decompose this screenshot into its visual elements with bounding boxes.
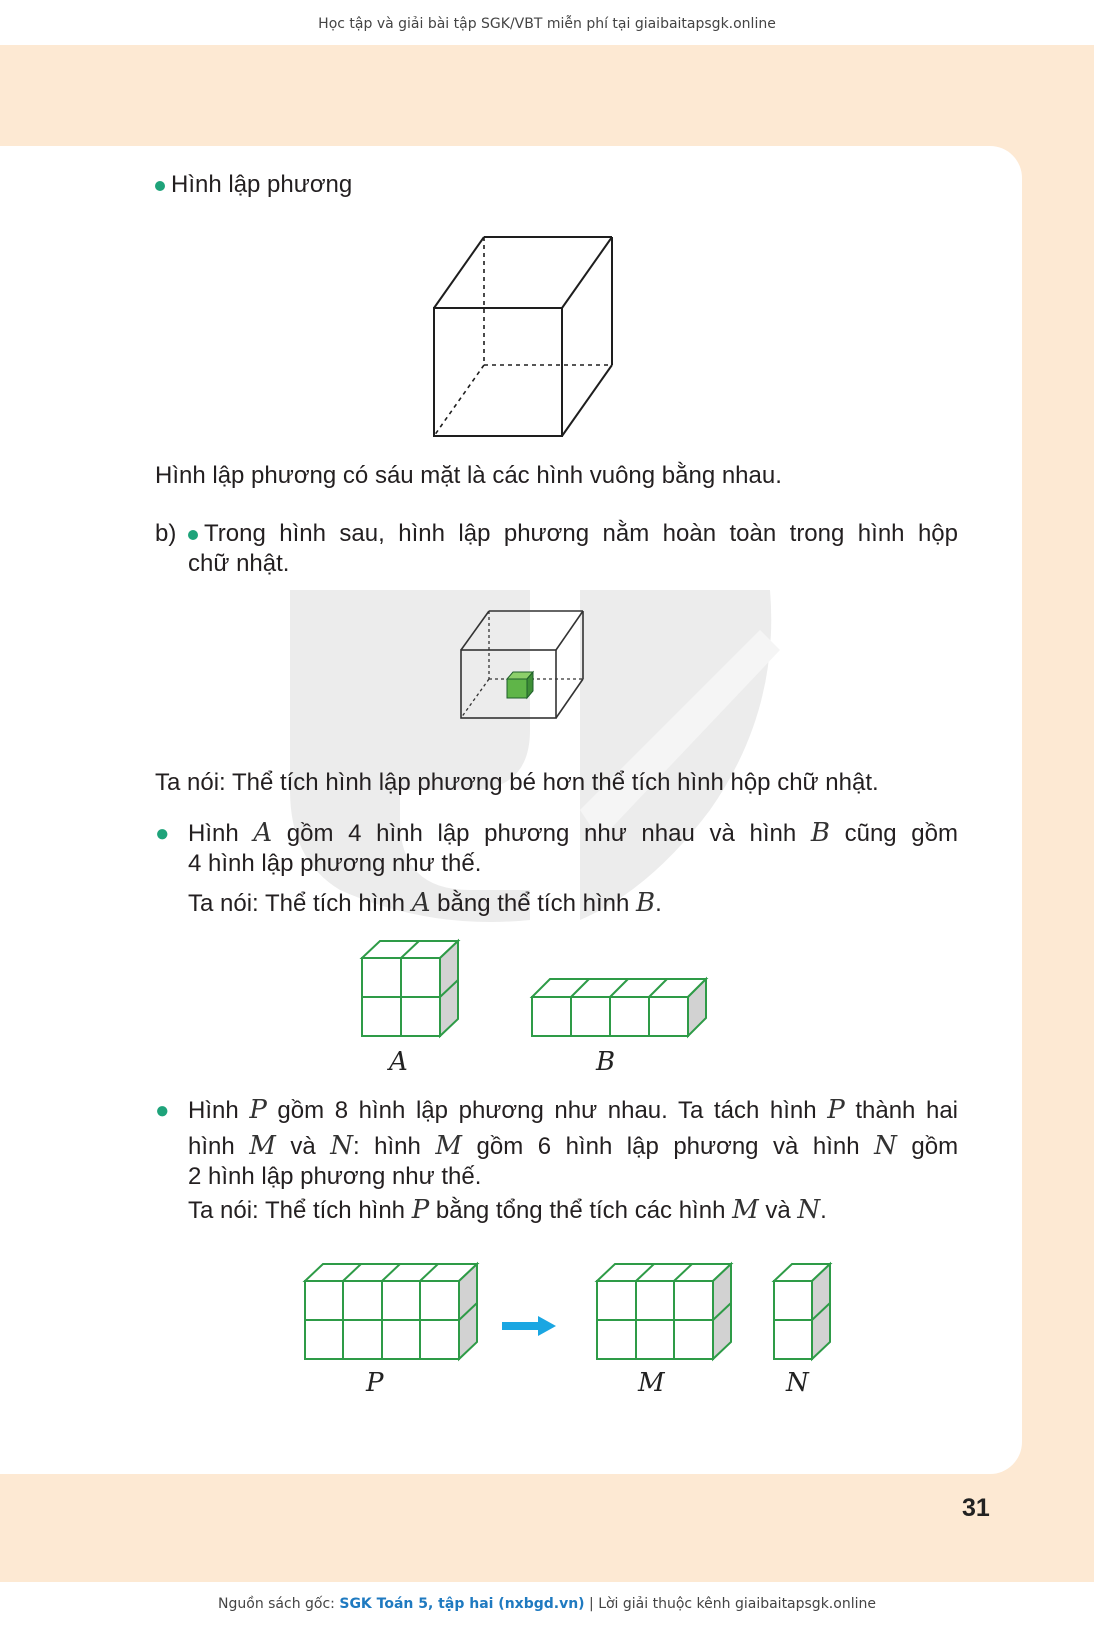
part-b-line2: chữ nhật. — [188, 550, 290, 577]
figure-p-cubes — [298, 1258, 483, 1366]
label-m: M — [638, 1368, 665, 1398]
page-number: 31 — [962, 1494, 990, 1522]
text-segment: gồm — [911, 1133, 959, 1160]
right-arrow-icon — [500, 1314, 560, 1338]
bullet-pmn-icon: ● — [155, 1097, 170, 1124]
script-letter-p: P — [249, 1095, 267, 1125]
figure-m-cubes — [590, 1258, 738, 1366]
text-segment: : hình — [353, 1133, 421, 1160]
text-segment: hình — [188, 1133, 235, 1160]
script-letter-m: M — [732, 1195, 759, 1225]
script-letter-b: B — [635, 888, 656, 918]
part-b-conclusion: Ta nói: Thể tích hình lập phương bé hơn thể tích hình hộp chữ nhật. — [155, 769, 879, 796]
box-with-cube-figure — [455, 605, 590, 725]
label-b: B — [596, 1047, 616, 1077]
text-segment: . — [820, 1197, 827, 1224]
text-segment: . — [655, 890, 662, 917]
bullet-pmn-line1 — [188, 1095, 958, 1126]
text-segment: cũng gồm — [844, 820, 958, 847]
bullet-pmn-conclusion — [188, 1195, 827, 1226]
part-b-line1 — [188, 518, 958, 549]
script-letter-p: P — [411, 1195, 430, 1225]
script-letter-a: A — [253, 818, 273, 848]
text-segment: Hình — [188, 1097, 239, 1124]
text-segment: và — [290, 1133, 316, 1160]
script-letter-b: B — [810, 818, 830, 848]
cube-figure — [425, 228, 625, 442]
text-segment: bằng tổng thể tích các hình — [435, 1197, 726, 1224]
text-segment: thành hai — [855, 1097, 959, 1124]
text-segment: Ta nói: Thể tích hình — [188, 1197, 406, 1224]
cube-statement: Hình lập phương có sáu mặt là các hình vuông bằng nhau. — [155, 462, 782, 489]
text-segment: gồm 8 hình lập phương như nhau. Ta tách hình — [277, 1097, 817, 1124]
heading-text: Hình lập phương — [171, 171, 353, 198]
footer-prefix: Nguồn sách gốc: — [218, 1596, 340, 1612]
footer-note — [0, 1596, 1094, 1612]
figure-a-cubes — [355, 937, 465, 1042]
bullet-icon — [188, 530, 198, 540]
script-letter-n: N — [874, 1131, 897, 1161]
script-letter-m: M — [435, 1131, 463, 1161]
text-segment: và — [765, 1197, 791, 1224]
script-letter-n: N — [330, 1131, 353, 1161]
text-segment: Hình — [188, 820, 239, 847]
text-segment: Ta nói: Thể tích hình — [188, 890, 406, 917]
header-note: Học tập và giải bài tập SGK/VBT miễn phí tại giaibaitapsgk.online — [318, 16, 776, 32]
label-n: N — [786, 1368, 809, 1398]
script-letter-m: M — [249, 1131, 276, 1161]
text-segment: gồm 6 hình lập phương và hình — [476, 1133, 860, 1160]
part-b-line1-text: Trong hình sau, hình lập phương nằm hoàn toàn trong hình hộp — [204, 520, 958, 547]
part-b-marker: b) — [155, 520, 177, 547]
bullet-pmn-line3: 2 hình lập phương như thế. — [188, 1163, 482, 1190]
bullet-pmn-line2 — [188, 1131, 958, 1162]
bullet-ab-icon: ● — [155, 820, 170, 847]
footer-source-link[interactable]: SGK Toán 5, tập hai (nxbgd.vn) — [339, 1596, 585, 1612]
script-letter-a: A — [411, 888, 431, 918]
bullet-icon — [155, 181, 165, 191]
small-green-cube — [507, 672, 533, 698]
bullet-ab-conclusion — [188, 888, 662, 919]
figure-n-cubes — [767, 1258, 839, 1366]
text-segment: gồm 4 hình lập phương như nhau và hình — [286, 820, 797, 847]
footer-suffix: | Lời giải thuộc kênh giaibaitapsgk.online — [584, 1596, 876, 1612]
figure-b-cubes — [525, 975, 715, 1042]
text-segment: bằng thể tích hình — [437, 890, 630, 917]
label-p: P — [366, 1368, 384, 1398]
bullet-ab-line1 — [188, 818, 958, 849]
script-letter-n: N — [797, 1195, 821, 1225]
bullet-ab-line2: 4 hình lập phương như thế. — [188, 850, 482, 877]
script-letter-p: P — [827, 1095, 845, 1125]
section-heading — [155, 169, 352, 200]
label-a: A — [389, 1047, 408, 1077]
